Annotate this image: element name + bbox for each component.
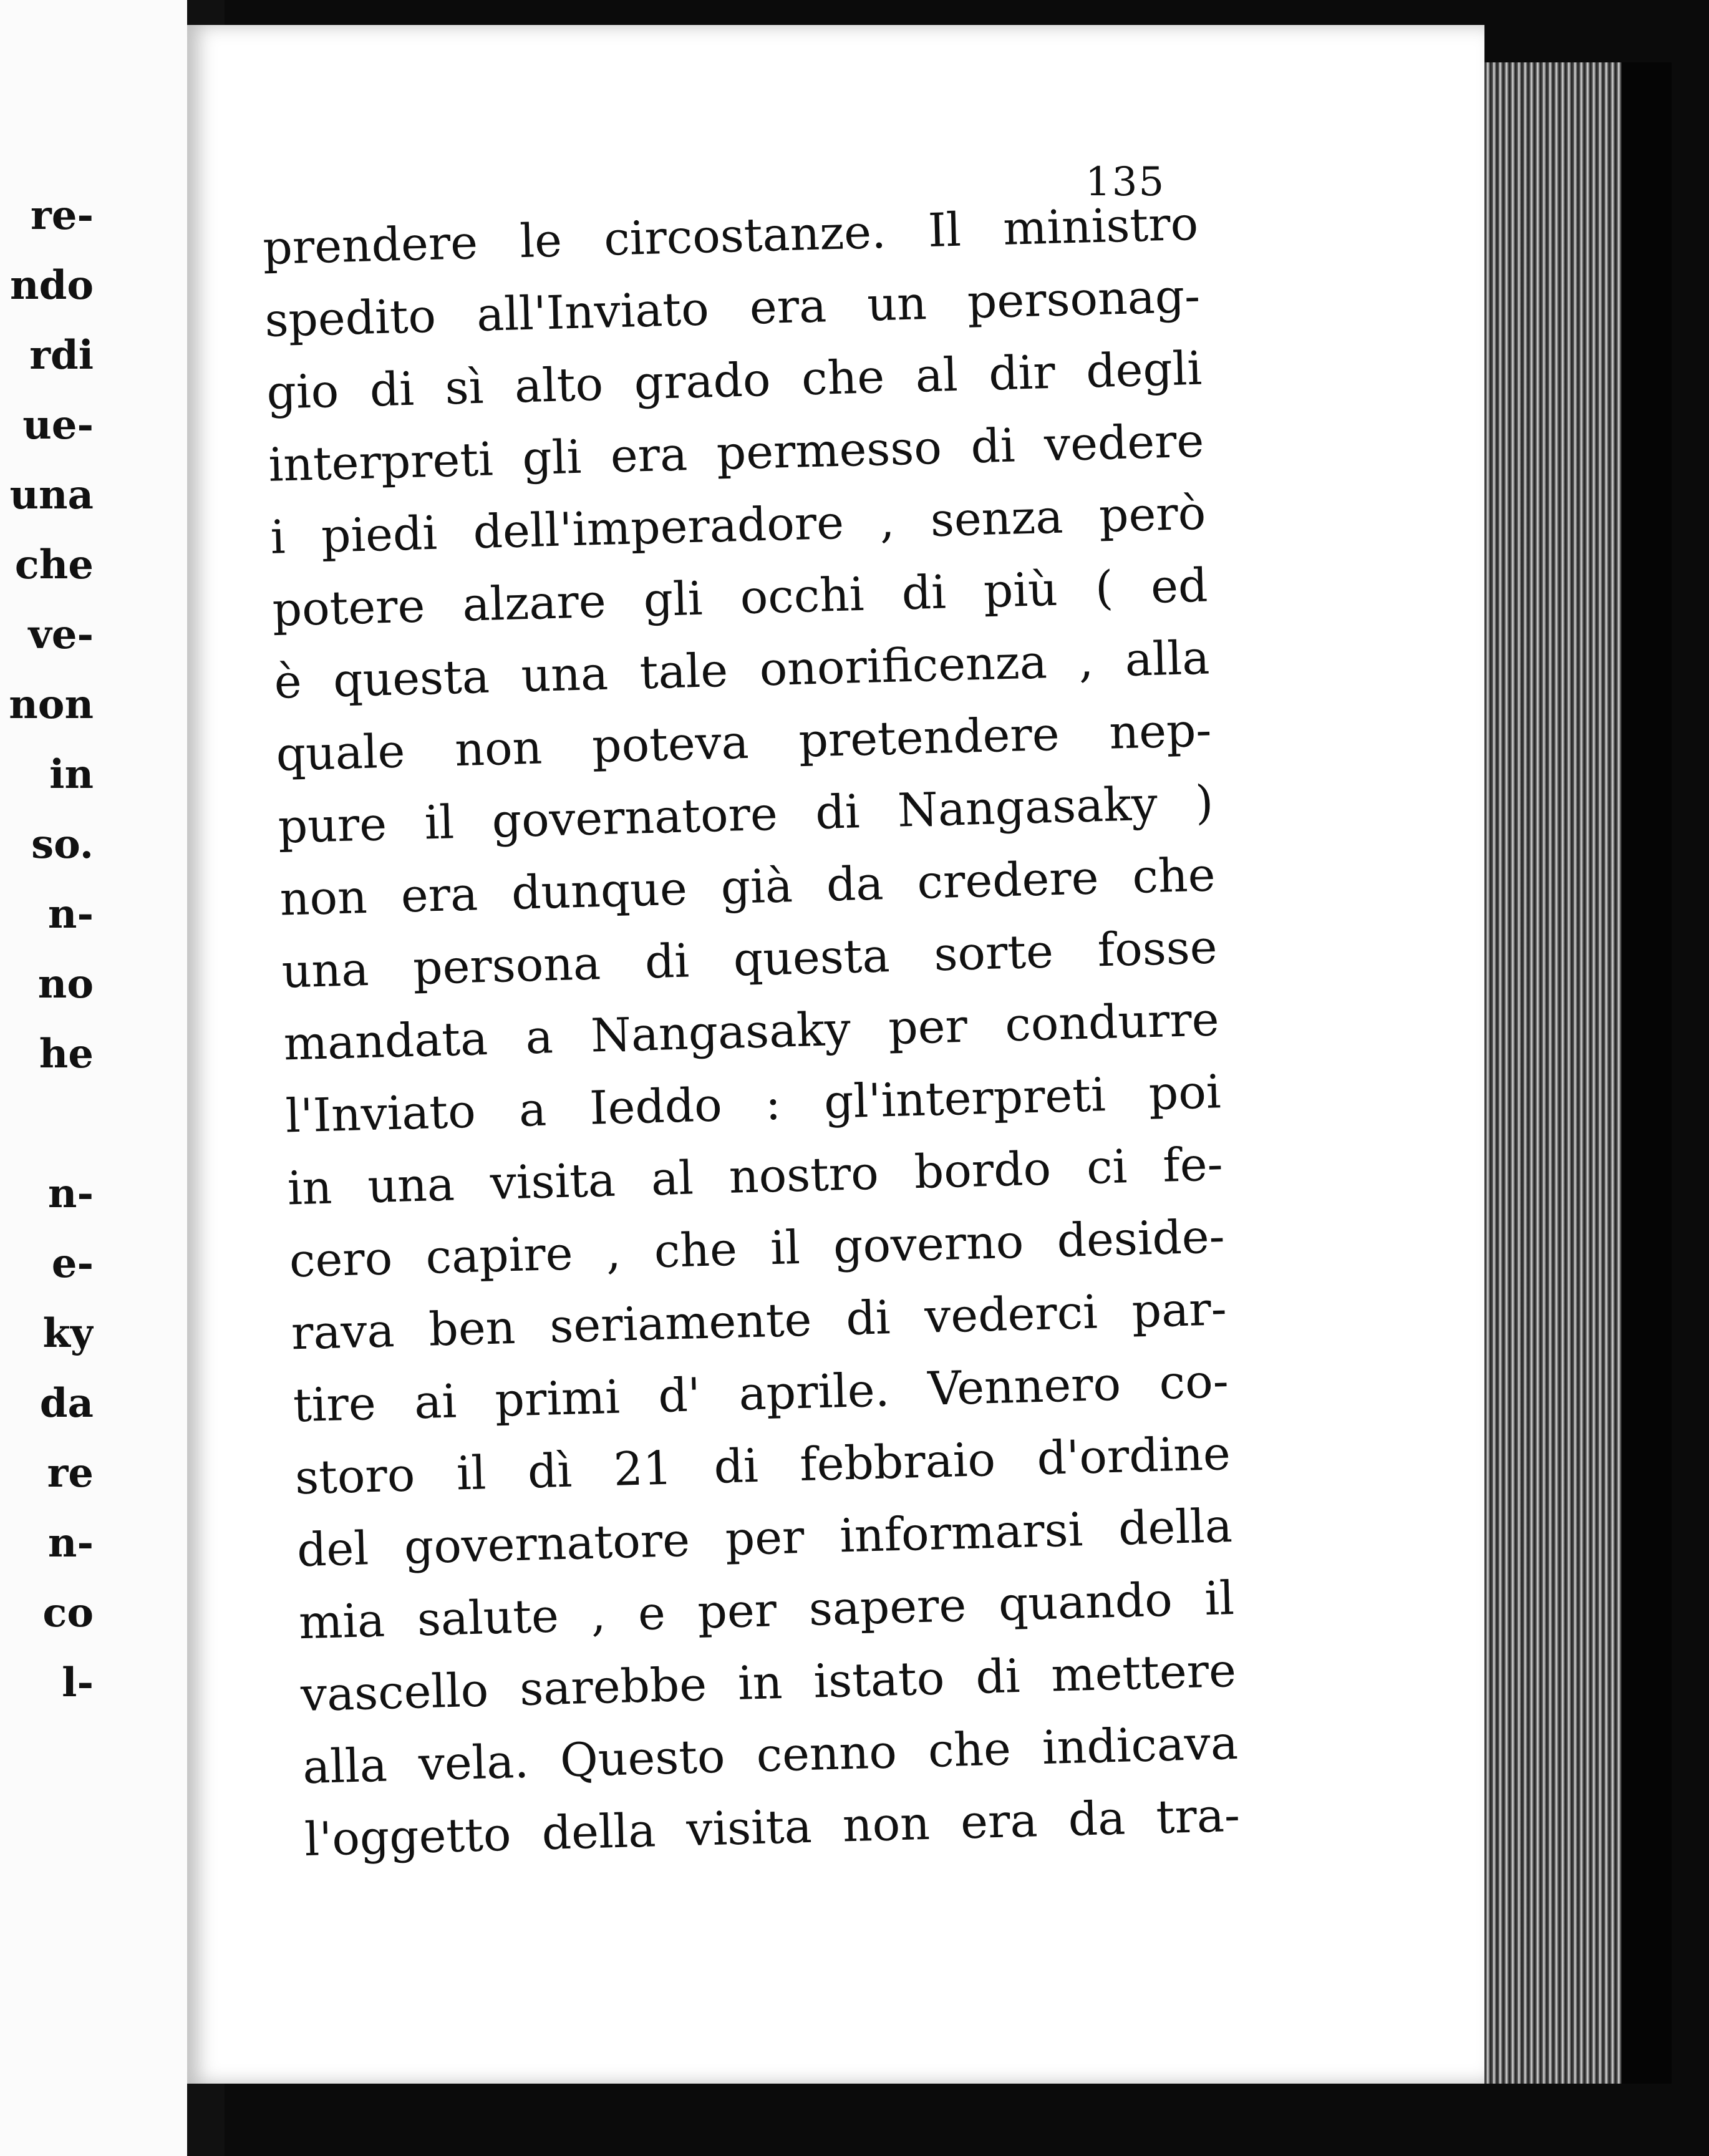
facing-page-fragment: re	[47, 1450, 94, 1497]
facing-page-fragment: rdi	[29, 332, 94, 379]
text-line: quale non poteva pretendere nep-	[275, 703, 1213, 782]
facing-page-fragment: in	[49, 751, 94, 798]
facing-page-fragment: da	[39, 1380, 94, 1427]
facing-page-fragment: co	[42, 1590, 94, 1636]
facing-page-fragment: ue-	[22, 402, 94, 449]
text-line: una persona di questa sorte fosse	[281, 920, 1218, 999]
text-line: alla vela. Questo cenno che indicava	[302, 1716, 1239, 1795]
text-line: storo il dì 21 di febbraio d'ordine	[294, 1427, 1231, 1505]
facing-page-fragment	[0, 1718, 94, 1788]
facing-page-fragment: n-	[47, 1520, 94, 1566]
page-body-text	[262, 188, 1241, 1876]
facing-page-fragment: n-	[47, 1170, 94, 1217]
text-line: mia salute , e per sapere quando il	[298, 1571, 1235, 1650]
facing-page-fragment: ky	[42, 1310, 94, 1357]
facing-page-fragment: l-	[62, 1659, 94, 1706]
text-line: cero capire , che il governo deside-	[288, 1210, 1226, 1288]
text-line: in una visita al nostro bordo ci fe-	[286, 1137, 1224, 1216]
facing-page-fragment: n-	[47, 891, 94, 938]
facing-page-fragment: che	[14, 541, 94, 588]
facing-page-fragment: non	[9, 681, 94, 728]
text-line: i piedi dell'imperadore , senza però	[269, 486, 1207, 565]
facing-page-fragment: una	[9, 472, 94, 518]
facing-page-fragment: so.	[31, 821, 94, 868]
facing-page-text-fragments	[0, 181, 94, 1788]
text-line: l'Inviato a Ieddo : gl'interpreti poi	[284, 1065, 1222, 1144]
facing-page-fragment: e-	[51, 1240, 94, 1287]
text-line: mandata a Nangasaky per condurre	[283, 993, 1220, 1071]
facing-page-fragment: he	[39, 1031, 94, 1077]
text-line: potere alzare gli occhi di più ( ed	[271, 558, 1209, 637]
facing-page-fragment: ndo	[10, 262, 94, 309]
text-line: rava ben seriamente di vederci par-	[290, 1282, 1227, 1361]
text-line: spedito all'Inviato era un personag-	[264, 269, 1201, 347]
text-line: gio di sì alto grado che al dir degli	[266, 341, 1203, 420]
facing-page-fragment: no	[37, 961, 94, 1008]
text-line: è questa una tale onorificenza , alla	[273, 631, 1211, 709]
text-line: del governatore per informarsi della	[296, 1499, 1233, 1578]
text-line: prendere le circostanze. Il ministro	[262, 197, 1199, 275]
text-line: vascello sarebbe in istato di mettere	[300, 1643, 1237, 1722]
facing-page-fragment	[0, 1089, 94, 1159]
facing-page-fragment: re-	[31, 192, 94, 239]
facing-page-fragment: ve-	[28, 611, 94, 658]
text-line: pure il governatore di Nangasaky )	[277, 775, 1214, 854]
text-line: l'oggetto della visita non era da tra-	[304, 1788, 1241, 1867]
text-line: non era dunque già da credere che	[279, 848, 1216, 926]
text-line: interpreti gli era permesso di vedere	[268, 414, 1205, 492]
text-line: tire ai primi d' aprile. Vennero co-	[292, 1354, 1229, 1433]
page-number: 135	[1085, 159, 1166, 205]
book-edge-shadow	[1622, 62, 1672, 2084]
